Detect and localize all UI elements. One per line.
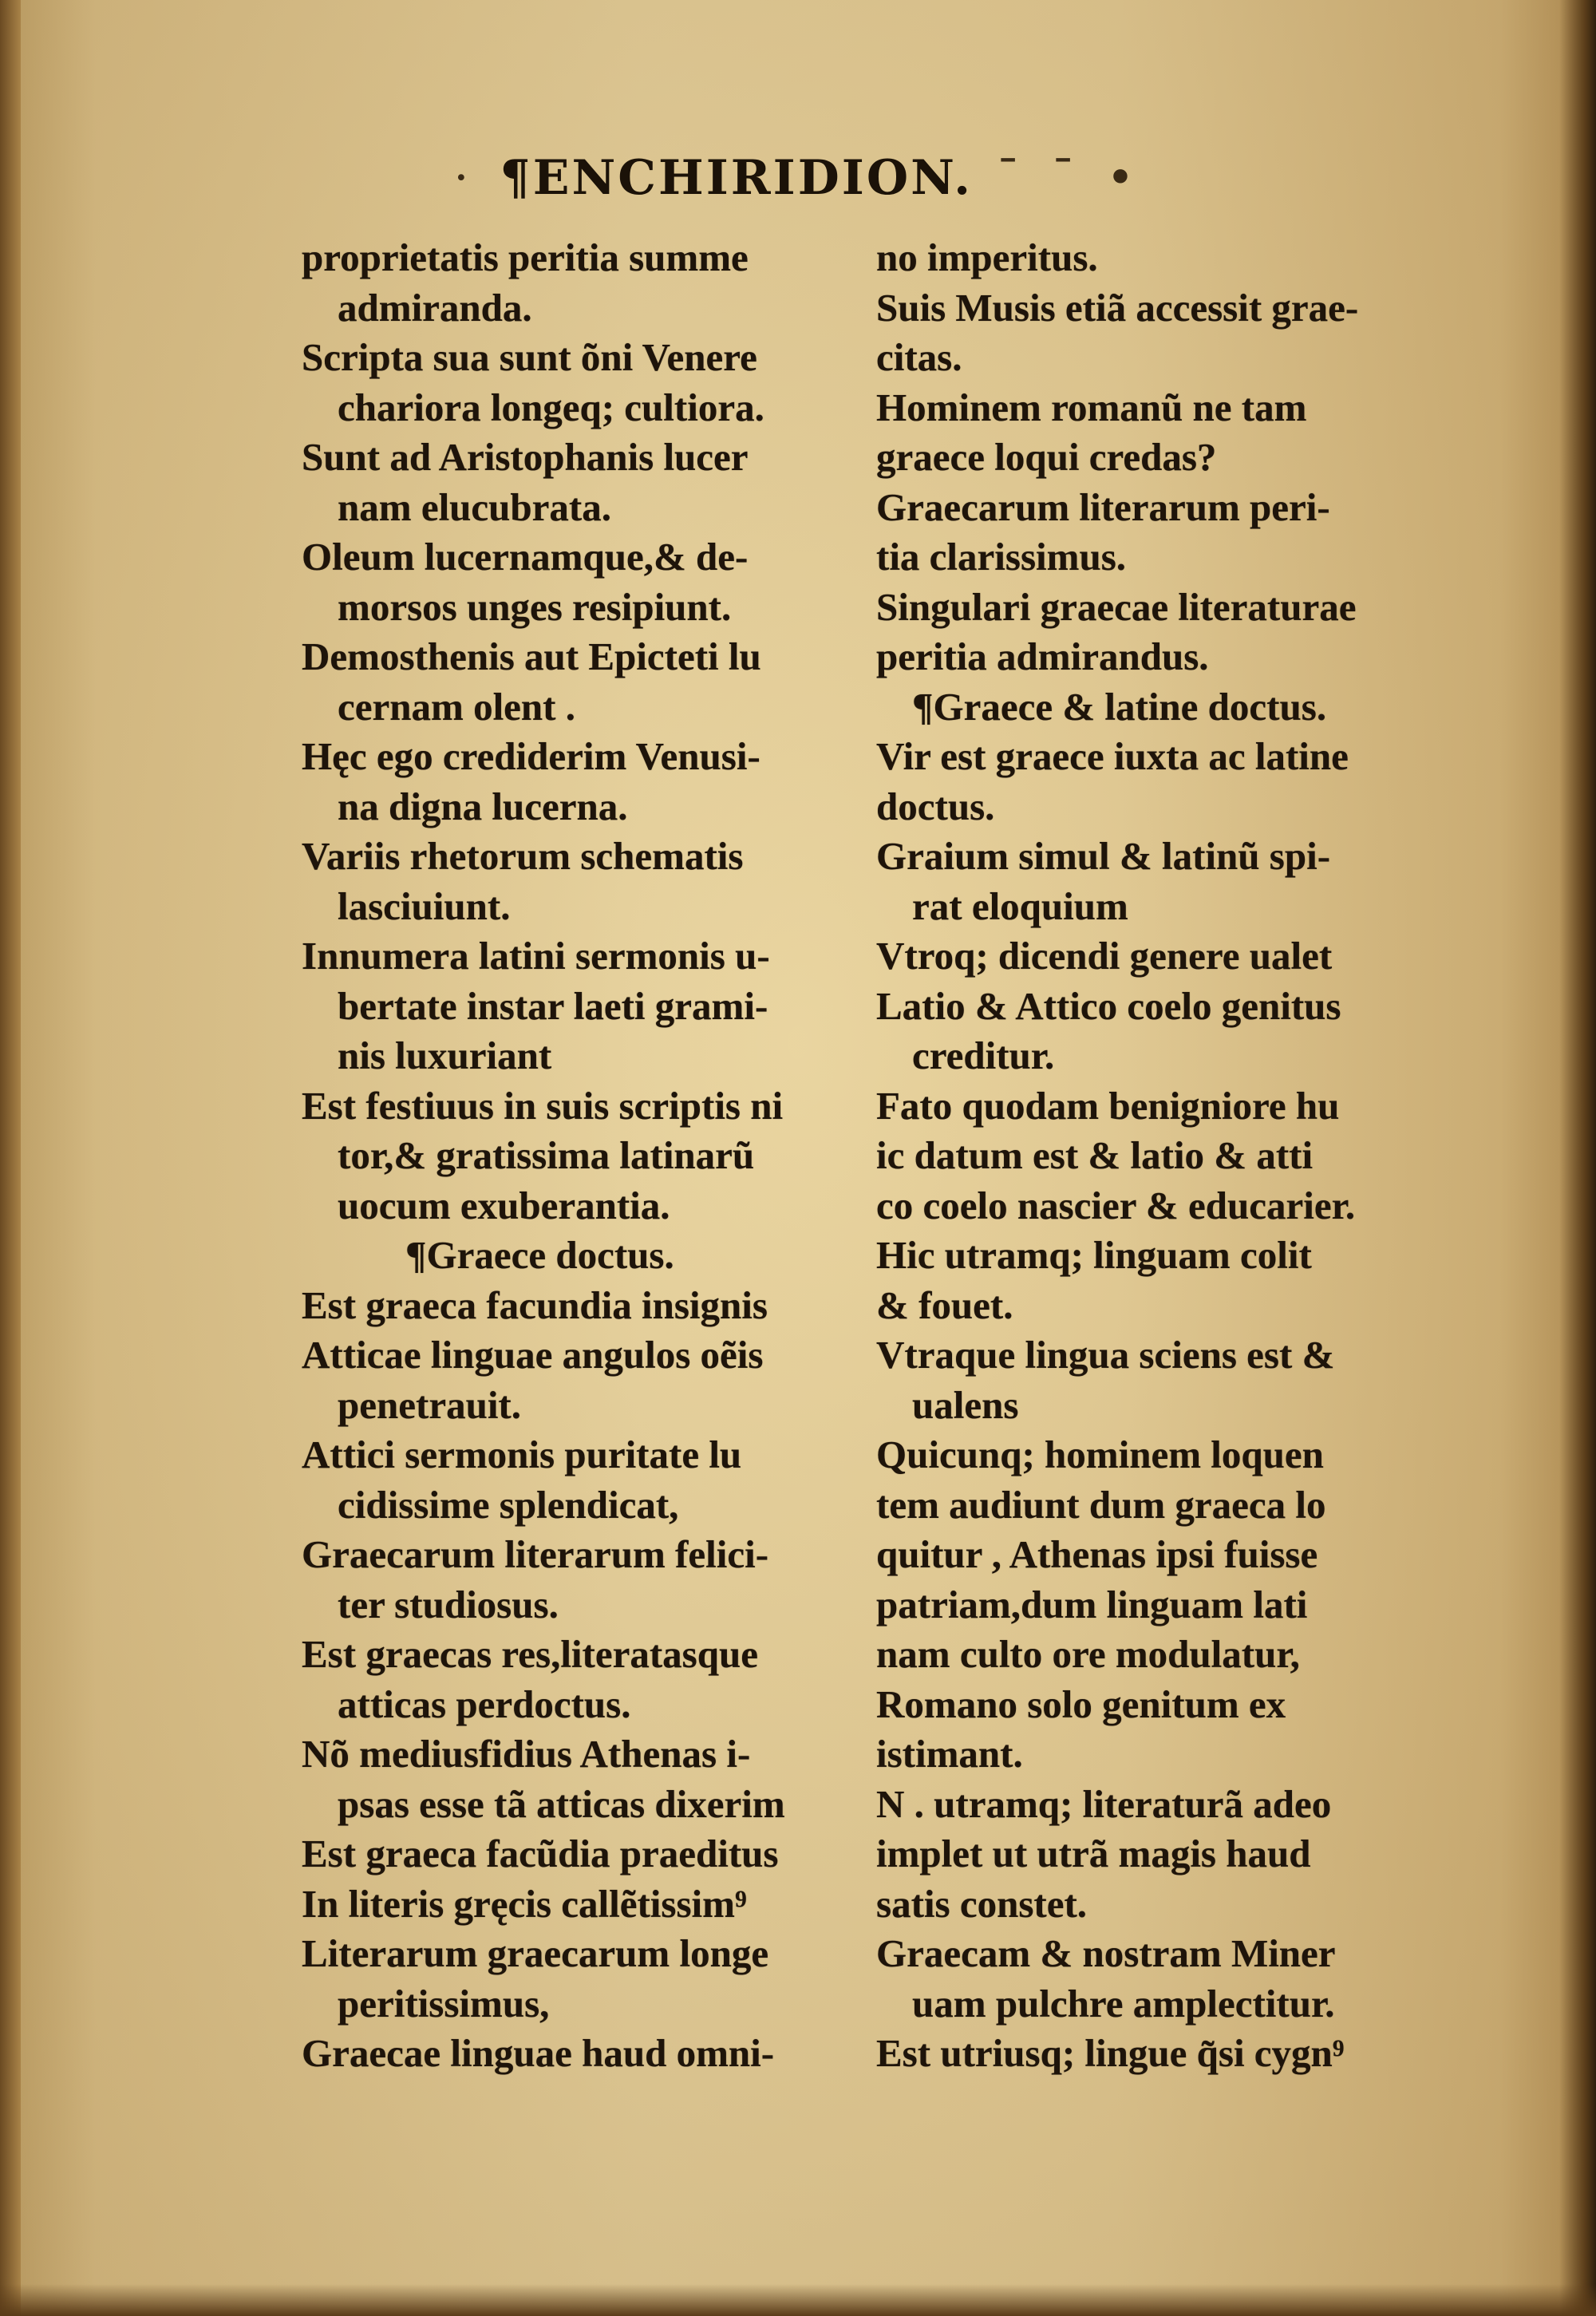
- left-column-line: psas esse tã atticas dixerim: [338, 1781, 785, 1826]
- right-column-line: ic datum est & latio & atti: [876, 1133, 1314, 1177]
- left-column-line: Variis rhetorum schematis: [302, 834, 744, 878]
- left-column-line: cidissime splendicat,: [338, 1482, 679, 1527]
- page-edge-right: [1559, 0, 1596, 2316]
- left-column-line: morsos unges resipiunt.: [338, 584, 732, 629]
- left-column-line: Literarum graecarum longe: [302, 1931, 769, 1975]
- right-column-line: satis constet.: [876, 1881, 1088, 1926]
- header-ornament-right: ˉ ˉ •: [973, 150, 1143, 206]
- left-column-line: Nõ mediusfidius Athenas i-: [302, 1732, 751, 1776]
- right-column-line: uam pulchre amplectitur.: [912, 1981, 1335, 2026]
- left-column-line: chariora longeq; cultiora.: [338, 385, 764, 429]
- header-ornament-left: ·: [453, 150, 500, 206]
- right-column-line: Vir est graece iuxta ac latine: [876, 734, 1349, 778]
- right-column-line: Quicunq; hominem loquen: [876, 1433, 1324, 1476]
- right-column-line: Fato quodam benigniore hu: [876, 1083, 1340, 1128]
- left-column-line: proprietatis peritia summe: [302, 235, 749, 279]
- left-column-line: atticas perdoctus.: [338, 1682, 631, 1726]
- left-column-line: Est graecas res,literatasque: [302, 1632, 758, 1676]
- right-column-line: peritia admirandus.: [876, 634, 1209, 678]
- right-column-line: implet ut utrã magis haud: [876, 1832, 1311, 1875]
- right-column-line: creditur.: [912, 1034, 1055, 1077]
- right-column-line: Graium simul & latinũ spi-: [876, 834, 1331, 878]
- right-column-line: nam culto ore modulatur,: [876, 1632, 1300, 1676]
- left-column-line: tor,& gratissima latinarũ: [338, 1133, 755, 1177]
- left-column-line: Graecae linguae haud omni-: [302, 2031, 775, 2075]
- right-column-line: ualens: [912, 1382, 1019, 1427]
- right-column-line: patriam,dum linguam lati: [876, 1582, 1308, 1626]
- left-column-line: ter studiosus.: [338, 1582, 559, 1626]
- header-title: ¶ENCHIRIDION.: [500, 150, 973, 206]
- running-header: [0, 150, 1596, 206]
- left-column-line: Hęc ego crediderim Venusi-: [302, 734, 760, 778]
- left-column-line: peritissimus,: [338, 1981, 550, 2026]
- right-column-line: tia clarissimus.: [876, 535, 1127, 579]
- right-column-line: quitur , Athenas ipsi fuisse: [876, 1532, 1318, 1576]
- left-column-line: lasciuiunt.: [338, 883, 511, 928]
- right-column-line: & fouet.: [876, 1282, 1013, 1327]
- right-column-line: citas.: [876, 335, 962, 379]
- left-column-line: Graecarum literarum felici-: [302, 1532, 769, 1576]
- right-column-line: doctus.: [876, 784, 995, 828]
- right-column-line: graece loqui credas?: [876, 435, 1217, 479]
- right-column-line: Graecarum literarum peri-: [876, 484, 1330, 529]
- left-column-line: cernam olent .: [338, 684, 575, 729]
- left-column-line: penetrauit.: [338, 1382, 521, 1427]
- right-column-line: Hic utramq; linguam colit: [876, 1233, 1312, 1277]
- left-column-line: Est festiuus in suis scriptis ni: [302, 1083, 784, 1128]
- right-column-line: N . utramq; literaturã adeo: [876, 1781, 1332, 1826]
- left-column-line: na digna lucerna.: [338, 784, 628, 828]
- right-column-line: Est utriusq; lingue q̃si cygn⁹: [876, 2031, 1345, 2075]
- left-column-line: uocum exuberantia.: [338, 1183, 670, 1227]
- right-column-line: Vtraque lingua sciens est &: [876, 1333, 1335, 1377]
- right-column: [876, 233, 1451, 2079]
- left-column-line: admiranda.: [338, 285, 532, 330]
- left-column-line: Oleum lucernamque,& de-: [302, 535, 749, 579]
- right-column-line: Graecam & nostram Miner: [876, 1931, 1336, 1975]
- page-edge-bottom: [0, 2284, 1596, 2316]
- left-column-line: Est graeca facundia insignis: [302, 1282, 768, 1327]
- left-column-line: In literis gręcis callẽtissim⁹: [302, 1881, 747, 1926]
- left-column-line: Sunt ad Aristophanis lucer: [302, 435, 749, 479]
- right-column-line: Singulari graecae literaturae: [876, 584, 1357, 629]
- binding-gutter: [0, 0, 21, 2316]
- left-column-line: Innumera latini sermonis u-: [302, 934, 770, 978]
- left-column-line: Scripta sua sunt õni Venere: [302, 335, 757, 379]
- left-column-line: nis luxuriant: [338, 1034, 552, 1077]
- left-column-line: Attici sermonis puritate lu: [302, 1433, 742, 1476]
- right-column-line: co coelo nascier & educarier.: [876, 1183, 1356, 1227]
- left-column: [302, 233, 876, 2079]
- left-column-line: Atticae linguae angulos oẽis: [302, 1333, 764, 1377]
- left-column-line: ¶Graece doctus.: [405, 1233, 674, 1277]
- right-column-line: rat eloquium: [912, 883, 1128, 928]
- right-column-line: Suis Musis etiã accessit grae-: [876, 285, 1359, 330]
- right-column-line: ¶Graece & latine doctus.: [912, 684, 1327, 729]
- right-column-line: istimant.: [876, 1732, 1023, 1776]
- right-column-line: Vtroq; dicendi genere ualet: [876, 934, 1333, 978]
- right-column-line: Hominem romanũ ne tam: [876, 385, 1307, 429]
- right-column-line: no imperitus.: [876, 235, 1098, 279]
- left-column-line: Demosthenis aut Epicteti lu: [302, 634, 761, 678]
- left-column-line: nam elucubrata.: [338, 484, 611, 529]
- right-column-line: tem audiunt dum graeca lo: [876, 1482, 1326, 1527]
- right-column-line: Romano solo genitum ex: [876, 1682, 1286, 1726]
- left-column-line: bertate instar laeti grami-: [338, 983, 768, 1028]
- left-column-line: Est graeca facũdia praeditus: [302, 1832, 779, 1875]
- right-column-line: Latio & Attico coelo genitus: [876, 983, 1341, 1028]
